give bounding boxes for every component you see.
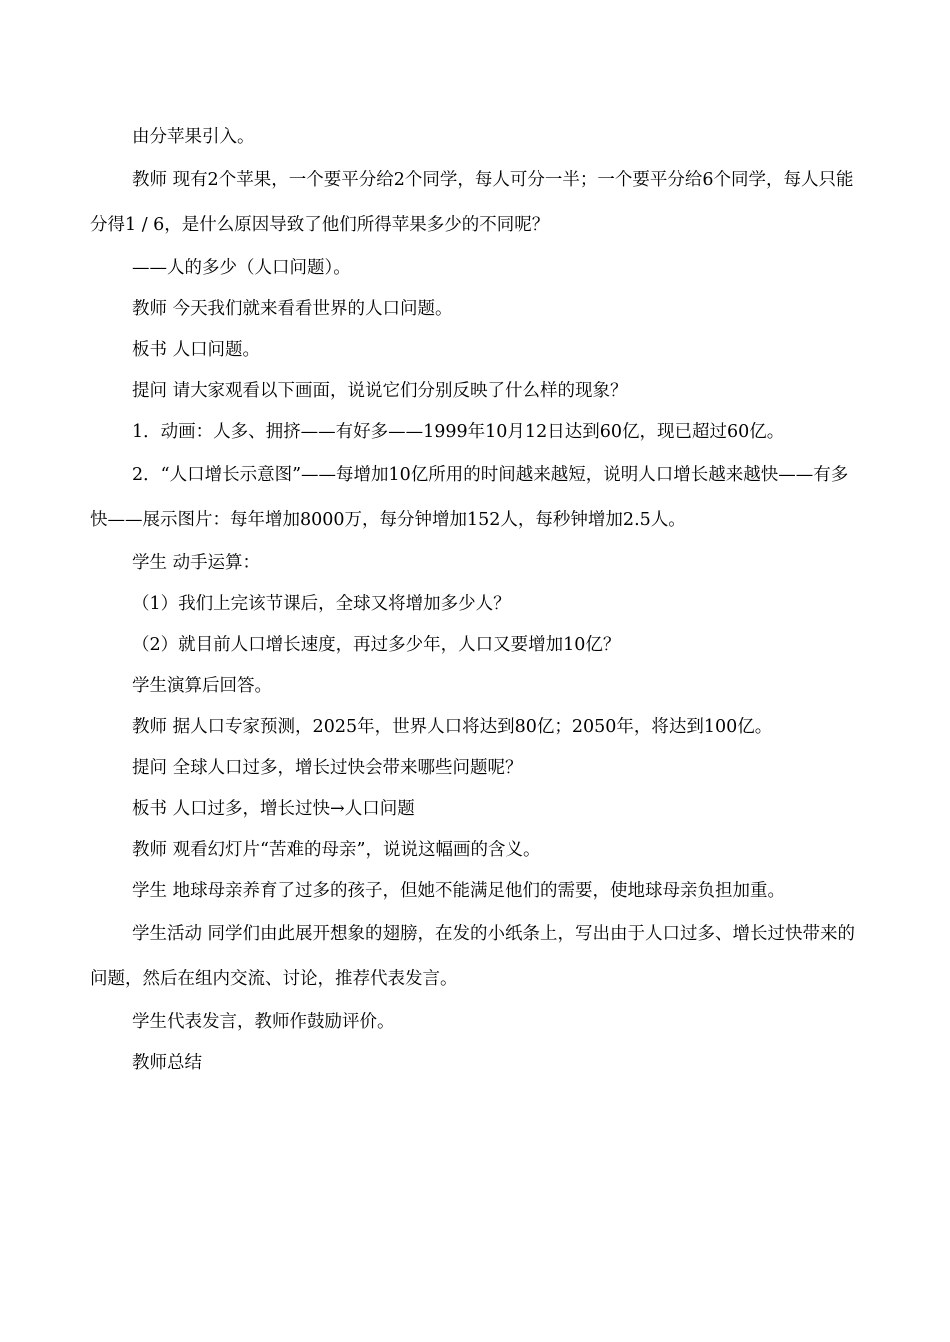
paragraph-teacher-apples: 教师 现有2个苹果，一个要平分给2个同学，每人可分一半；一个要平分给6个同学，每人只能分得1 / 6，是什么原因导致了他们所得苹果多少的不同呢？ bbox=[90, 170, 854, 235]
paragraph-representative: 学生代表发言，教师作鼓励评价。 bbox=[132, 1012, 395, 1032]
paragraph-student-calc: 学生 动手运算： bbox=[132, 553, 261, 573]
paragraph-sub-question-2: （2）就目前人口增长速度，再过多少年，人口又要增加10亿？ bbox=[132, 635, 621, 655]
paragraph-intro: 由分苹果引入。 bbox=[132, 127, 255, 147]
paragraph-teacher-summary: 教师总结 bbox=[132, 1053, 202, 1073]
paragraph-question-2: 提问 全球人口过多，增长过快会带来哪些问题呢？ bbox=[132, 758, 523, 778]
paragraph-teacher-forecast: 教师 据人口专家预测，2025年，世界人口将达到80亿；2050年，将达到100亿。 bbox=[132, 717, 773, 737]
paragraph-question-1: 提问 请大家观看以下画面，说说它们分别反映了什么样的现象？ bbox=[132, 381, 628, 401]
paragraph-student-answer: 学生演算后回答。 bbox=[132, 676, 272, 696]
paragraph-answer-population: ——人的多少（人口问题）。 bbox=[132, 258, 351, 278]
paragraph-student-activity: 学生活动 同学们由此展开想象的翅膀，在发的小纸条上，写出由于人口过多、增长过快带来的问题，然后在组内交流、讨论，推荐代表发言。 bbox=[90, 924, 856, 989]
paragraph-student-mother: 学生 地球母亲养育了过多的孩子，但她不能满足他们的需要，使地球母亲负担加重。 bbox=[132, 881, 786, 901]
paragraph-item-2: 2．“人口增长示意图”——每增加10亿所用的时间越来越短，说明人口增长越来越快——有多快——展示图片：每年增加8000万，每分钟增加152人，每秒钟增加2.5人。 bbox=[90, 465, 849, 530]
document-body bbox=[90, 117, 865, 1084]
paragraph-item-1: 1．动画：人多、拥挤——有好多——1999年10月12日达到60亿，现已超过60亿。 bbox=[132, 422, 785, 442]
paragraph-sub-question-1: （1）我们上完该节课后，全球又将增加多少人？ bbox=[132, 594, 511, 614]
paragraph-teacher-today: 教师 今天我们就来看看世界的人口问题。 bbox=[132, 299, 453, 319]
paragraph-teacher-slide: 教师 观看幻灯片“苦难的母亲”，说说这幅画的含义。 bbox=[132, 840, 541, 860]
paragraph-blackboard-2: 板书 人口过多，增长过快→人口问题 bbox=[132, 799, 415, 819]
paragraph-blackboard-1: 板书 人口问题。 bbox=[132, 340, 261, 360]
